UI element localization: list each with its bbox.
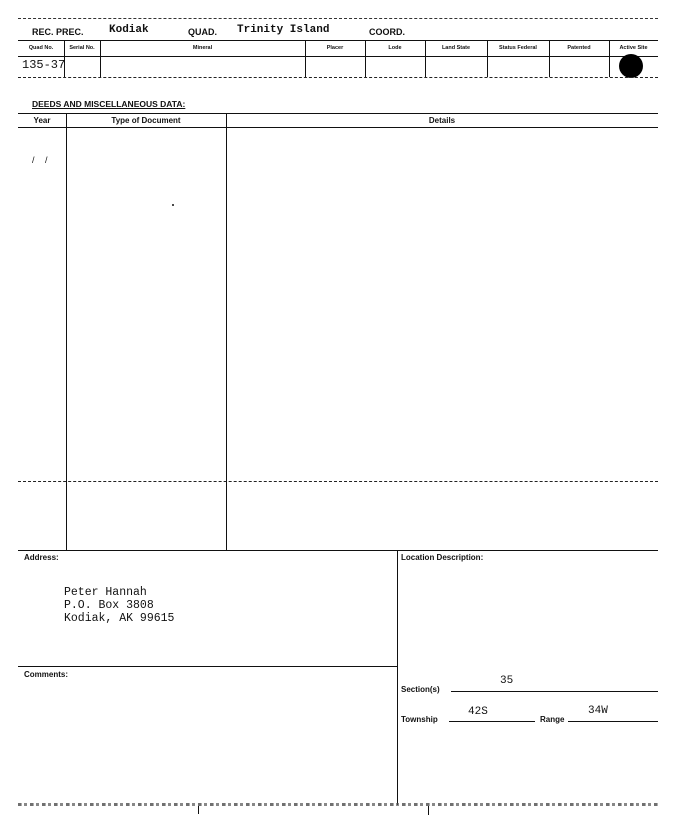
- divider: [365, 40, 366, 77]
- col-patented: Patented: [567, 45, 591, 51]
- township-value: 42S: [468, 706, 488, 718]
- section-label: Section(s): [401, 685, 440, 694]
- deeds-section-title: DEEDS AND MISCELLANEOUS DATA:: [32, 99, 186, 109]
- address-line-3: Kodiak, AK 99615: [64, 612, 175, 625]
- coord-label: COORD.: [369, 27, 405, 37]
- top-scan-line: [18, 18, 658, 19]
- deeds-rule-header: [18, 127, 658, 128]
- bottom-scan-edge: [18, 803, 658, 806]
- comments-rule: [18, 666, 397, 667]
- type-column-divider: [226, 113, 227, 550]
- col-quad-no: Quad No.: [28, 45, 54, 51]
- range-underline: [568, 721, 658, 722]
- range-value: 34W: [588, 705, 608, 717]
- bottom-tick: [198, 806, 199, 814]
- col-serial-no: Serial No.: [69, 45, 95, 51]
- divider: [487, 40, 488, 77]
- deeds-dashed-rule: [18, 481, 658, 482]
- col-lode: Lode: [388, 45, 402, 51]
- year-header: Year: [33, 116, 51, 125]
- comments-label: Comments:: [24, 670, 69, 679]
- quad-label: QUAD.: [188, 27, 217, 37]
- active-marker-dot: [619, 54, 643, 78]
- township-label: Township: [401, 715, 438, 724]
- col-status-federal: Status Federal: [499, 45, 537, 51]
- township-underline: [449, 721, 535, 722]
- address-block: [64, 586, 174, 625]
- quad-value: Trinity Island: [237, 24, 330, 36]
- col-land-state: Land State: [441, 45, 471, 51]
- range-label: Range: [540, 715, 565, 724]
- quad-no-value: 135-37: [22, 58, 66, 72]
- record-dashed-rule: [18, 77, 658, 78]
- col-mineral: Mineral: [192, 45, 213, 51]
- year-column-divider: [66, 113, 67, 550]
- type-header: Type of Document: [111, 116, 181, 125]
- lower-section-rule: [18, 550, 658, 551]
- address-line-2: P.O. Box 3808: [64, 599, 154, 612]
- col-placer: Placer: [326, 45, 344, 51]
- details-header: Details: [428, 116, 456, 125]
- col-active: Active Site: [619, 45, 648, 51]
- location-description-label: Location Description:: [401, 553, 484, 562]
- deed-row-year: / /: [32, 155, 52, 165]
- divider: [609, 40, 610, 77]
- rec-prec-label: REC. PREC.: [32, 27, 84, 37]
- header-rule-mid: [18, 56, 658, 57]
- bottom-tick: [428, 806, 429, 815]
- divider: [425, 40, 426, 77]
- section-underline: [451, 691, 658, 692]
- address-line-1: Peter Hannah: [64, 586, 147, 599]
- divider: [549, 40, 550, 77]
- address-label: Address:: [24, 553, 59, 562]
- stray-mark: [172, 204, 174, 206]
- rec-prec-value: Kodiak: [109, 24, 149, 36]
- divider: [305, 40, 306, 77]
- deeds-rule-top: [18, 113, 658, 114]
- divider: [100, 40, 101, 77]
- section-value: 35: [500, 675, 514, 687]
- lower-column-divider: [397, 550, 398, 805]
